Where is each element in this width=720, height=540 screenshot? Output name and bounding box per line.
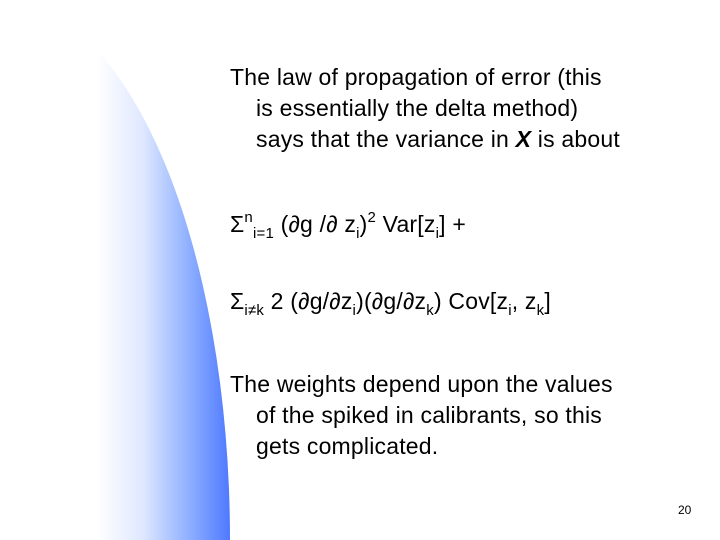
subscript-i: i — [435, 225, 440, 242]
decorative-gradient-strip — [0, 0, 230, 540]
intro-paragraph — [230, 62, 620, 155]
formula-tail: ] + — [439, 211, 466, 237]
intro-line-3-pre: says that the variance in — [256, 126, 516, 152]
var-term: Var[z — [376, 211, 436, 237]
sigma-symbol: Σ — [230, 288, 245, 314]
subscript-k: k — [536, 302, 545, 319]
formula-part: 2 (∂g/∂z — [264, 288, 353, 314]
subscript-k: k — [426, 302, 434, 319]
weights-line-3: gets complicated. — [256, 433, 439, 459]
slide-content — [230, 0, 705, 540]
covariance-formula-line — [230, 286, 551, 317]
page-number: 20 — [678, 503, 692, 517]
subscript-i: i — [356, 225, 360, 242]
weights-paragraph — [230, 369, 613, 462]
sum-upper-limit: n — [244, 209, 253, 226]
sigma-symbol: Σ — [230, 211, 245, 237]
variance-formula-line — [230, 209, 466, 240]
sum-lower-limit: i=1 — [252, 225, 275, 242]
formula-tail: ] — [544, 288, 551, 314]
subscript-i: i — [352, 302, 357, 319]
close-paren: ) — [359, 211, 368, 237]
exponent-2: 2 — [367, 209, 377, 226]
partial-derivative: (∂g /∂ z — [274, 211, 357, 237]
intro-line-2: is essentially the delta method) — [256, 95, 579, 121]
intro-line-3 — [230, 124, 620, 155]
intro-line-3-post: is about — [531, 126, 620, 152]
formula-part: )(∂g/∂z — [356, 288, 427, 314]
variance-formula — [230, 209, 466, 240]
cov-term: ) Cov[z — [433, 288, 509, 314]
intro-line-1: The law of propagation of error (this — [230, 64, 602, 90]
subscript-i: i — [508, 302, 512, 319]
variable-x: X — [515, 126, 532, 152]
formula-part: , z — [511, 288, 537, 314]
weights-line-2: of the spiked in calibrants, so this — [256, 402, 602, 428]
sum-index: i≠k — [244, 302, 265, 319]
weights-line-1: The weights depend upon the values — [230, 371, 613, 397]
covariance-formula — [230, 286, 551, 317]
